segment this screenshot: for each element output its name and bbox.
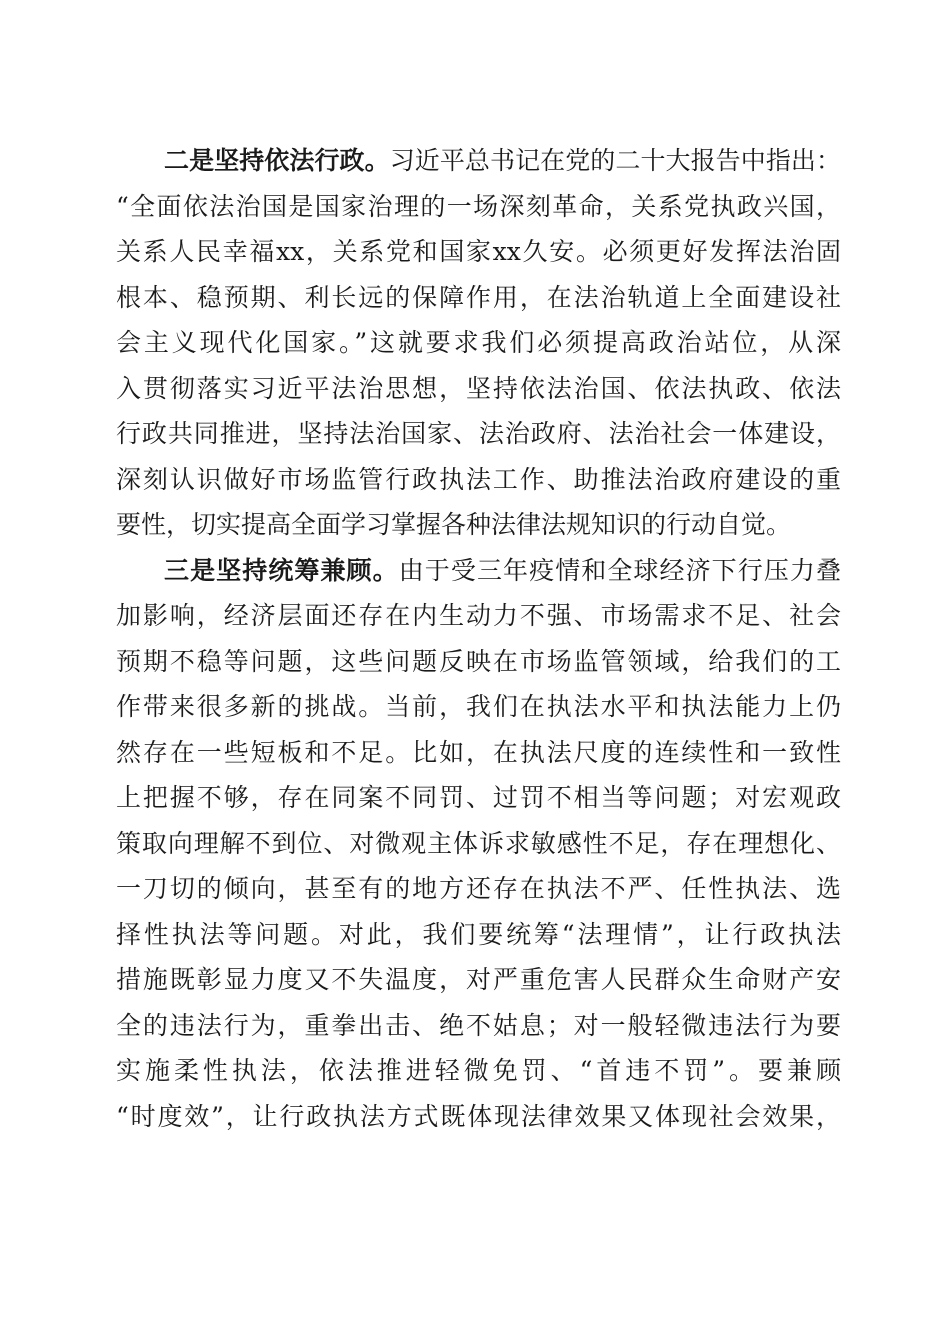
paragraph-2-line-13: “时度效”，让行政执法方式既体现法律效果又体现社会效果， <box>116 1101 841 1131</box>
paragraph-2-line-9: 择性执法等问题。对此，我们要统筹“法理情”，让行政执法 <box>116 919 841 949</box>
paragraph-1-lead: 二是坚持依法行政。 <box>164 146 390 175</box>
paragraph-1-line-3: 关系人民幸福xx，关系党和国家xx久安。必须更好发挥法治固 <box>116 237 841 266</box>
paragraph-2-line-12: 实施柔性执法，依法推进轻微免罚、“首违不罚”。要兼顾 <box>116 1056 841 1085</box>
paragraph-2-line-2: 加影响，经济层面还存在内生动力不强、市场需求不足、社会 <box>116 601 841 630</box>
paragraph-2-line-8: 一刀切的倾向，甚至有的地方还存在执法不严、任性执法、选 <box>116 874 841 903</box>
paragraph-2-lead: 三是坚持统筹兼顾。 <box>164 555 399 585</box>
paragraph-2-line-7: 策取向理解不到位、对微观主体诉求敏感性不足，存在理想化、 <box>116 828 841 858</box>
paragraph-1-line-7: 行政共同推进，坚持法治国家、法治政府、法治社会一体建设， <box>116 419 841 448</box>
paragraph-1-line-6: 入贯彻落实习近平法治思想，坚持依法治国、依法执政、依法 <box>116 373 841 403</box>
paragraph-1-line-8: 深刻认识做好市场监管行政执法工作、助推法治政府建设的重 <box>116 464 841 494</box>
paragraph-1-line-4: 根本、稳预期、利长远的保障作用，在法治轨道上全面建设社 <box>116 282 841 312</box>
document-body <box>116 138 841 1139</box>
paragraph-2-line-10: 措施既彰显力度又不失温度，对严重危害人民群众生命财产安 <box>116 965 841 994</box>
paragraph-2-line-5: 然存在一些短板和不足。比如，在执法尺度的连续性和一致性 <box>116 737 841 767</box>
paragraph-2-line-1 <box>116 548 841 594</box>
paragraph-1-line-5: 会主义现代化国家。”这就要求我们必须提高政治站位，从深 <box>116 328 841 357</box>
paragraph-2-line-6: 上把握不够，存在同案不同罚、过罚不相当等问题；对宏观政 <box>116 783 841 812</box>
paragraph-1-line-2: “全面依法治国是国家治理的一场深刻革命，关系党执政兴国， <box>116 191 841 221</box>
paragraph-2-line-4: 作带来很多新的挑战。当前，我们在执法水平和执法能力上仍 <box>116 692 841 721</box>
paragraph-2-line-3: 预期不稳等问题，这些问题反映在市场监管领域，给我们的工 <box>116 646 841 676</box>
paragraph-2-text: 由于受三年疫情和全球经济下行压力叠 <box>398 555 841 585</box>
paragraph-1-text: 习近平总书记在党的二十大报告中指出： <box>389 146 841 175</box>
paragraph-1-line-1 <box>116 138 841 184</box>
paragraph-1-line-9: 要性，切实提高全面学习掌握各种法律法规知识的行动自觉。 <box>116 510 792 539</box>
paragraph-2-line-11: 全的违法行为，重拳出击、绝不姑息；对一般轻微违法行为要 <box>116 1010 841 1040</box>
